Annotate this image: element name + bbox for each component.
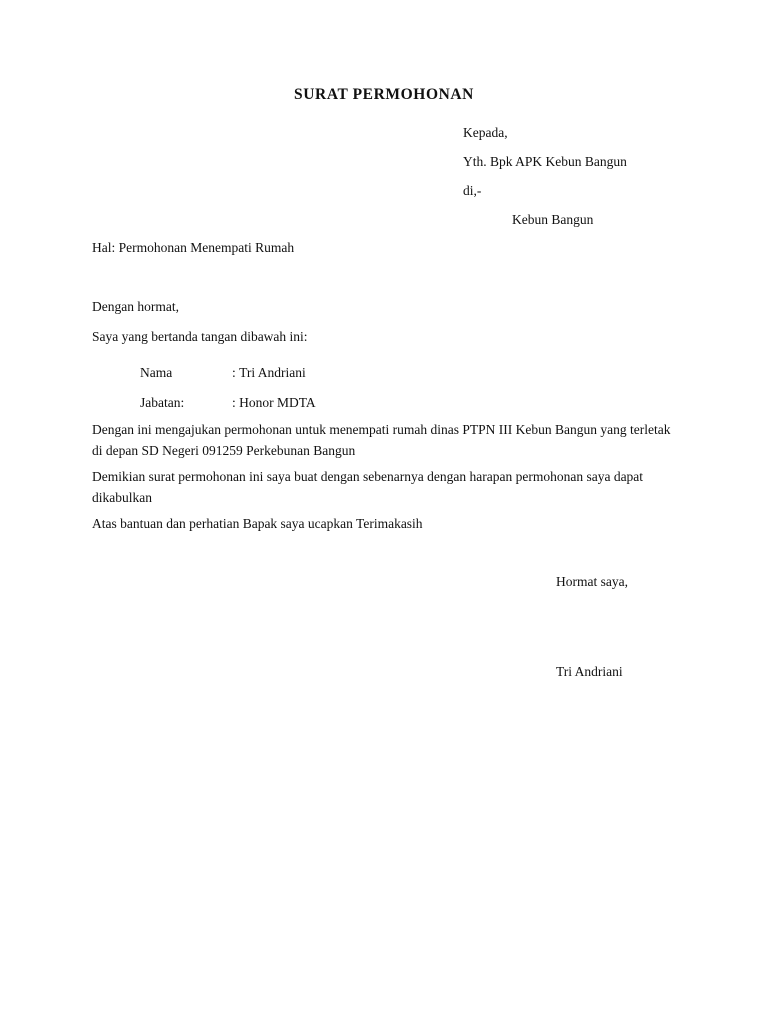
identity-value-nama — [232, 358, 306, 388]
identity-text-nama: Tri Andriani — [239, 365, 306, 380]
signature-name: Tri Andriani — [556, 664, 623, 679]
recipient-block — [463, 118, 723, 234]
identity-block — [140, 358, 316, 418]
paragraph-closing: Demikian surat permohonan ini saya buat dengan sebenarnya dengan harapan permohonan saya dapat dikabulkan — [92, 469, 644, 505]
page-title: SURAT PERMOHONAN — [294, 86, 474, 103]
signature-space — [556, 591, 628, 663]
identity-label-nama: Nama — [140, 365, 173, 380]
recipient-line-di: di,- — [463, 183, 482, 198]
recipient-line-addressee: Yth. Bpk APK Kebun Bangun — [463, 154, 627, 169]
identity-separator-jabatan: : — [232, 395, 236, 410]
paragraph-request: Dengan ini mengajukan permohonan untuk menempati rumah dinas PTPN III Kebun Bangun yang terletak di depan SD Negeri 091259 Perkebunan Bangun — [92, 422, 671, 458]
identity-text-jabatan: Honor MDTA — [239, 395, 316, 410]
identity-label-jabatan: Jabatan: — [140, 395, 185, 410]
subject-line: Hal: Permohonan Menempati Rumah — [92, 240, 295, 255]
paragraph-thanks: Atas bantuan dan perhatian Bapak saya ucapkan Terimakasih — [92, 516, 423, 531]
recipient-line-kepada: Kepada, — [463, 125, 508, 140]
identity-separator-nama: : — [232, 365, 236, 380]
identity-row-jabatan — [140, 388, 316, 418]
identity-value-jabatan — [232, 388, 316, 418]
intro-line: Saya yang bertanda tangan dibawah ini: — [92, 329, 308, 344]
identity-row-nama — [140, 358, 316, 388]
recipient-line-location: Kebun Bangun — [512, 212, 594, 227]
signature-closing: Hormat saya, — [556, 574, 628, 589]
signature-block — [556, 573, 628, 681]
salutation: Dengan hormat, — [92, 299, 179, 314]
